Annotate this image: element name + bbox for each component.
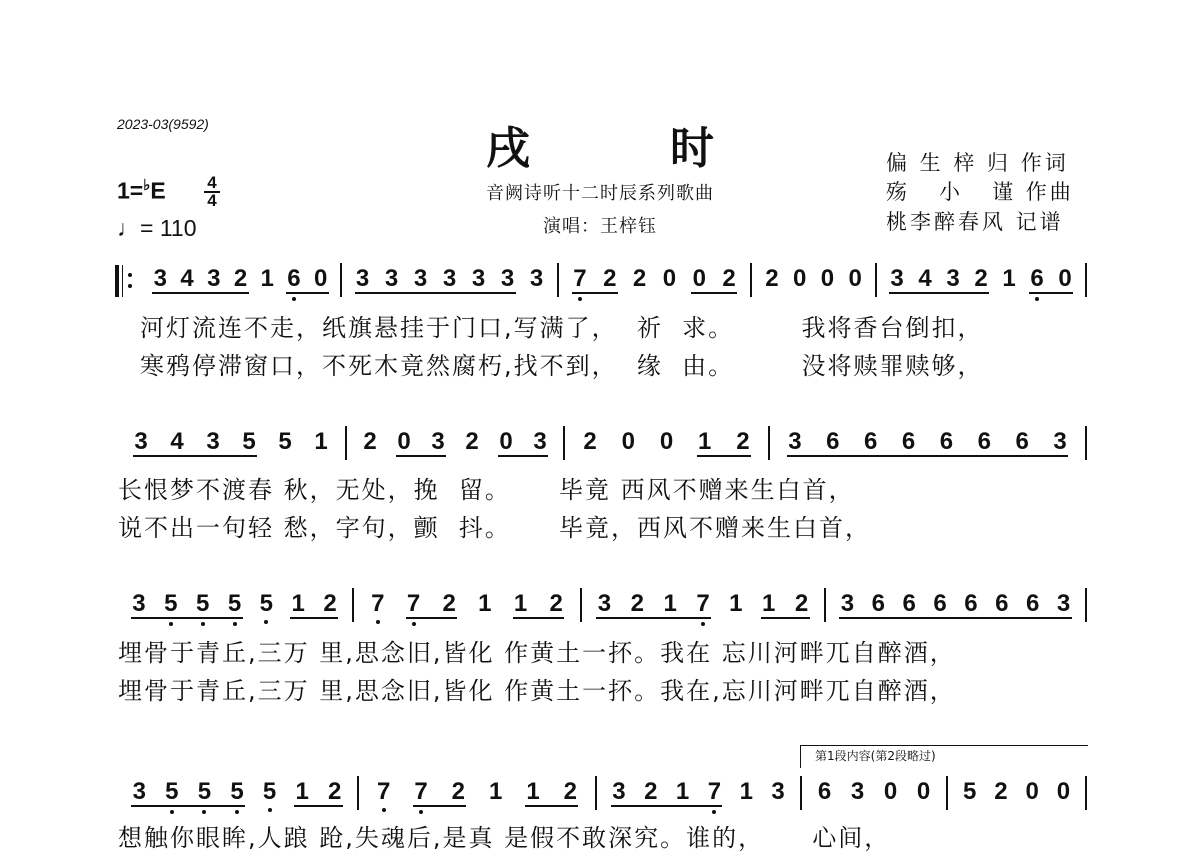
lyric-line: 河灯流连不走，纸旗悬挂于门口,写满了， 祈 求。 我将香台倒扣， <box>140 314 984 342</box>
jianpu-note: 6 <box>1026 590 1040 617</box>
underline-beam <box>131 617 165 619</box>
underline-beam <box>917 292 947 294</box>
jianpu-note: 7 <box>414 778 428 805</box>
jianpu-note: 4 <box>918 265 932 292</box>
underline-beam <box>662 617 697 619</box>
composer-credit: 殇 小 谨 作曲 <box>886 180 1074 204</box>
jianpu-note: 0 <box>662 265 677 292</box>
jianpu-note: 2 <box>442 590 456 617</box>
jianpu-note: 3 <box>153 265 168 292</box>
jianpu-note: 0 <box>1058 265 1072 292</box>
jianpu-note: 6 <box>977 428 991 455</box>
lower-octave-dot <box>701 622 705 626</box>
jianpu-note: 5 <box>262 778 277 805</box>
song-subtitle: 音阙诗听十二时辰系列歌曲 <box>486 183 714 204</box>
underline-beam <box>1056 617 1072 619</box>
repeat-start-thick-line <box>115 265 119 297</box>
underline-beam <box>973 292 989 294</box>
underline-beam <box>233 292 249 294</box>
segment-bracket <box>800 745 1088 768</box>
jianpu-note: 1 <box>1002 265 1016 292</box>
jianpu-note: 0 <box>499 428 513 455</box>
jianpu-note: 7 <box>573 265 587 292</box>
underline-beam <box>206 292 235 294</box>
underline-beam <box>396 455 432 457</box>
jianpu-note: 2 <box>630 590 644 617</box>
underline-beam <box>290 617 324 619</box>
underline-beam <box>1014 455 1054 457</box>
underline-beam <box>513 617 551 619</box>
jianpu-note: 3 <box>206 428 220 455</box>
jianpu-note: 3 <box>132 778 146 805</box>
jianpu-note: 2 <box>451 778 465 805</box>
lower-octave-dot <box>412 622 416 626</box>
jianpu-note: 2 <box>736 428 750 455</box>
jianpu-note: 2 <box>974 265 988 292</box>
jianpu-note: 3 <box>850 778 865 805</box>
underline-beam <box>629 617 664 619</box>
underline-beam <box>430 455 446 457</box>
underline-beam <box>450 805 466 807</box>
underline-beam <box>229 805 245 807</box>
underline-beam <box>976 455 1016 457</box>
jianpu-note: 2 <box>328 778 342 805</box>
jianpu-note: 1 <box>488 778 503 805</box>
jianpu-note: 1 <box>675 778 690 805</box>
underline-beam <box>241 455 257 457</box>
underline-beam <box>133 455 171 457</box>
underline-beam <box>863 455 903 457</box>
underline-beam <box>889 292 919 294</box>
jianpu-note: 3 <box>612 778 626 805</box>
jianpu-note: 3 <box>597 590 612 617</box>
jianpu-note: 7 <box>707 778 722 805</box>
jianpu-note: 5 <box>195 590 210 617</box>
lower-octave-dot <box>376 620 380 624</box>
jianpu-note: 6 <box>901 428 916 455</box>
underline-beam <box>1057 292 1073 294</box>
song-title: 戌时 <box>486 123 854 174</box>
jianpu-note: 3 <box>132 590 146 617</box>
jianpu-note: 5 <box>278 428 292 455</box>
underline-beam <box>413 292 444 294</box>
jianpu-note: 0 <box>883 778 898 805</box>
jianpu-note: 2 <box>994 778 1008 805</box>
underline-beam <box>384 292 415 294</box>
bar-line <box>768 426 770 460</box>
key-prefix: 1= <box>117 177 144 204</box>
underline-beam <box>825 455 865 457</box>
lyric-line: 寒鸦停滞窗口，不死木竟然腐朽,找不到， 缘 由。 没将赎罪赎够， <box>140 352 984 380</box>
underline-beam <box>500 292 516 294</box>
underline-beam <box>602 292 618 294</box>
jianpu-note: 2 <box>603 265 617 292</box>
underline-beam <box>131 805 166 807</box>
jianpu-note: 5 <box>259 590 274 617</box>
lower-octave-dot <box>382 808 386 812</box>
jianpu-note: 6 <box>902 590 916 617</box>
underline-beam <box>963 617 996 619</box>
jianpu-note: 6 <box>871 590 885 617</box>
underline-beam <box>1029 292 1059 294</box>
jianpu-note: 5 <box>165 778 179 805</box>
jianpu-note: 3 <box>1056 590 1071 617</box>
repeat-dot <box>128 284 132 288</box>
jianpu-note: 7 <box>376 778 391 805</box>
jianpu-note: 0 <box>692 265 706 292</box>
underline-beam <box>313 292 329 294</box>
jianpu-note: 6 <box>1030 265 1044 292</box>
underline-beam <box>721 292 737 294</box>
underline-beam <box>611 805 645 807</box>
underline-beam <box>286 292 315 294</box>
jianpu-note: 6 <box>817 778 832 805</box>
underline-beam <box>164 805 199 807</box>
underline-beam <box>442 292 473 294</box>
jianpu-note: 1 <box>513 590 528 617</box>
underline-beam <box>196 805 231 807</box>
jianpu-note: 1 <box>698 428 712 455</box>
jianpu-note: 2 <box>583 428 597 455</box>
bar-line <box>750 263 752 297</box>
time-bottom: 4 <box>204 191 220 209</box>
key-note: E <box>150 177 166 204</box>
jianpu-note: 6 <box>864 428 878 455</box>
underline-beam <box>413 805 452 807</box>
underline-beam <box>901 455 941 457</box>
jianpu-note: 6 <box>826 428 840 455</box>
jianpu-note: 2 <box>765 265 779 292</box>
jianpu-note: 1 <box>295 778 309 805</box>
lyric-line: 埋骨于青丘,三万 里,思念旧,皆化 作黄土一抔。我在,忘川河畔兀自醉酒， <box>118 677 956 705</box>
jianpu-note: 0 <box>848 265 862 292</box>
jianpu-note: 7 <box>371 590 385 617</box>
underline-beam <box>938 455 978 457</box>
jianpu-note: 6 <box>287 265 301 292</box>
underline-beam <box>643 805 677 807</box>
catalog-number: 2023-03(9592) <box>117 116 209 132</box>
underline-beam <box>870 617 903 619</box>
bar-line <box>800 776 802 810</box>
underline-beam <box>932 617 965 619</box>
lyricist-credit: 偏 生 梓 归 作词 <box>886 151 1069 175</box>
jianpu-note: 1 <box>729 590 743 617</box>
underline-beam <box>169 455 207 457</box>
jianpu-note: 3 <box>529 265 544 292</box>
lower-octave-dot <box>201 622 205 626</box>
jianpu-note: 2 <box>323 590 337 617</box>
underline-beam <box>1025 617 1058 619</box>
jianpu-note: 6 <box>1015 428 1029 455</box>
jianpu-note: 3 <box>413 265 428 292</box>
underline-beam <box>735 455 751 457</box>
bar-line <box>345 426 347 460</box>
underline-beam <box>794 617 810 619</box>
lower-octave-dot <box>578 297 582 301</box>
underline-beam <box>572 292 604 294</box>
lower-octave-dot <box>712 810 716 814</box>
underline-beam <box>322 617 338 619</box>
jianpu-note: 1 <box>526 778 540 805</box>
underline-beam <box>787 455 827 457</box>
lower-octave-dot <box>233 622 237 626</box>
jianpu-note: 3 <box>442 265 457 292</box>
jianpu-note: 3 <box>431 428 445 455</box>
jianpu-note: 6 <box>939 428 954 455</box>
underline-beam <box>471 292 502 294</box>
jianpu-note: 6 <box>964 590 978 617</box>
jianpu-note: 0 <box>1056 778 1071 805</box>
jianpu-note: 0 <box>397 428 411 455</box>
lower-octave-dot <box>202 810 206 814</box>
jianpu-note: 4 <box>170 428 184 455</box>
singer-credit: 演唱：王梓钰 <box>543 216 657 237</box>
jianpu-note: 2 <box>722 265 736 292</box>
jianpu-note: 6 <box>933 590 947 617</box>
repeat-dot <box>128 273 132 277</box>
bar-line <box>1085 588 1087 622</box>
underline-beam <box>327 805 343 807</box>
jianpu-note: 3 <box>771 778 785 805</box>
quarter-note-icon: ♩ <box>117 215 140 241</box>
lower-octave-dot <box>1035 297 1039 301</box>
time-top: 4 <box>207 173 217 192</box>
jianpu-note: 0 <box>820 265 835 292</box>
underline-beam <box>498 455 534 457</box>
bar-line <box>357 776 359 810</box>
jianpu-note: 2 <box>549 590 563 617</box>
jianpu-note: 0 <box>1025 778 1039 805</box>
underline-beam <box>441 617 457 619</box>
flat-sign: ♭ <box>143 177 151 194</box>
lower-octave-dot <box>419 810 423 814</box>
lower-octave-dot <box>292 297 296 301</box>
jianpu-note: 3 <box>890 265 904 292</box>
lower-octave-dot <box>169 622 173 626</box>
jianpu-note: 0 <box>916 778 931 805</box>
jianpu-note: 1 <box>478 590 492 617</box>
jianpu-note: 2 <box>233 265 248 292</box>
jianpu-note: 3 <box>355 265 370 292</box>
jianpu-note: 1 <box>260 265 274 292</box>
bar-line <box>946 776 948 810</box>
repeat-start-thin-line <box>122 265 123 297</box>
bar-line <box>595 776 597 810</box>
underline-beam <box>152 292 181 294</box>
lyric-line: 长恨梦不渡春 秋，无处，挽 留。 毕竟 西风不赠来生白首， <box>118 476 855 504</box>
underline-beam <box>179 292 208 294</box>
underline-beam <box>695 617 711 619</box>
jianpu-note: 3 <box>533 428 547 455</box>
underline-beam <box>994 617 1027 619</box>
jianpu-note: 1 <box>739 778 753 805</box>
jianpu-note: 3 <box>946 265 960 292</box>
jianpu-note: 6 <box>995 590 1009 617</box>
underline-beam <box>294 805 329 807</box>
lower-octave-dot <box>264 620 268 624</box>
jianpu-note: 5 <box>242 428 256 455</box>
jianpu-note: 5 <box>962 778 977 805</box>
lyric-line: 说不出一句轻 愁，字句，颤 抖。 毕竟，西风不赠来生白首， <box>118 514 872 542</box>
bar-line <box>1085 263 1087 297</box>
jianpu-note: 1 <box>762 590 776 617</box>
jianpu-note: 3 <box>384 265 399 292</box>
lyric-line: 想触你眼眸,人踉 跄,失魂后,是真 是假不敢深究。谁的， 心间， <box>118 824 891 852</box>
jianpu-note: 3 <box>471 265 486 292</box>
time-signature <box>204 175 220 209</box>
segment-label: 第1段内容(第2段略过) <box>815 749 936 763</box>
jianpu-note: 3 <box>1053 428 1067 455</box>
underline-beam <box>205 455 243 457</box>
jianpu-note: 5 <box>227 590 242 617</box>
lower-octave-dot <box>235 810 239 814</box>
jianpu-note: 2 <box>363 428 377 455</box>
jianpu-note: 2 <box>465 428 479 455</box>
jianpu-note: 2 <box>794 590 809 617</box>
jianpu-note: 0 <box>659 428 674 455</box>
underline-beam <box>697 455 737 457</box>
jianpu-note: 3 <box>207 265 221 292</box>
underline-beam <box>761 617 796 619</box>
tempo-marking <box>117 215 197 242</box>
bar-line <box>352 588 354 622</box>
underline-beam <box>548 617 564 619</box>
jianpu-note: 5 <box>230 778 244 805</box>
underline-beam <box>195 617 229 619</box>
jianpu-note: 2 <box>563 778 577 805</box>
bar-line <box>824 588 826 622</box>
jianpu-note: 3 <box>840 590 855 617</box>
jianpu-note: 3 <box>788 428 802 455</box>
underline-beam <box>706 805 722 807</box>
underline-beam <box>532 455 548 457</box>
underline-beam <box>406 617 444 619</box>
underline-beam <box>163 617 197 619</box>
bar-line <box>875 263 877 297</box>
lyric-line: 埋骨于青丘,三万 里,思念旧,皆化 作黄土一抔。我在 忘川河畔兀自醉酒， <box>118 639 956 667</box>
bar-line <box>563 426 565 460</box>
underline-beam <box>1052 455 1068 457</box>
jianpu-note: 1 <box>663 590 677 617</box>
jianpu-note: 0 <box>313 265 328 292</box>
underline-beam <box>227 617 243 619</box>
jianpu-note: 2 <box>644 778 658 805</box>
jianpu-note: 7 <box>406 590 421 617</box>
jianpu-note: 0 <box>792 265 807 292</box>
underline-beam <box>901 617 934 619</box>
underline-beam <box>675 805 709 807</box>
jianpu-note: 1 <box>291 590 305 617</box>
jianpu-note: 2 <box>632 265 647 292</box>
jianpu-note: 0 <box>621 428 635 455</box>
jianpu-note: 5 <box>197 778 212 805</box>
bar-line <box>1085 776 1087 810</box>
transcriber-credit: 桃李醉春风 记谱 <box>886 210 1064 234</box>
bar-line <box>557 263 559 297</box>
lower-octave-dot <box>268 808 272 812</box>
jianpu-note: 7 <box>696 590 710 617</box>
underline-beam <box>839 617 872 619</box>
underline-beam <box>562 805 578 807</box>
jianpu-note: 5 <box>164 590 178 617</box>
underline-beam <box>355 292 386 294</box>
bar-line <box>580 588 582 622</box>
underline-beam <box>525 805 564 807</box>
jianpu-note: 4 <box>180 265 194 292</box>
lower-octave-dot <box>170 810 174 814</box>
bar-line <box>1085 426 1087 460</box>
jianpu-note: 1 <box>314 428 328 455</box>
bar-line <box>340 263 342 297</box>
jianpu-note: 3 <box>134 428 148 455</box>
underline-beam <box>945 292 975 294</box>
underline-beam <box>596 617 631 619</box>
tempo-value: = 110 <box>140 215 197 241</box>
jianpu-note: 3 <box>500 265 515 292</box>
underline-beam <box>691 292 723 294</box>
key-signature <box>117 176 166 205</box>
